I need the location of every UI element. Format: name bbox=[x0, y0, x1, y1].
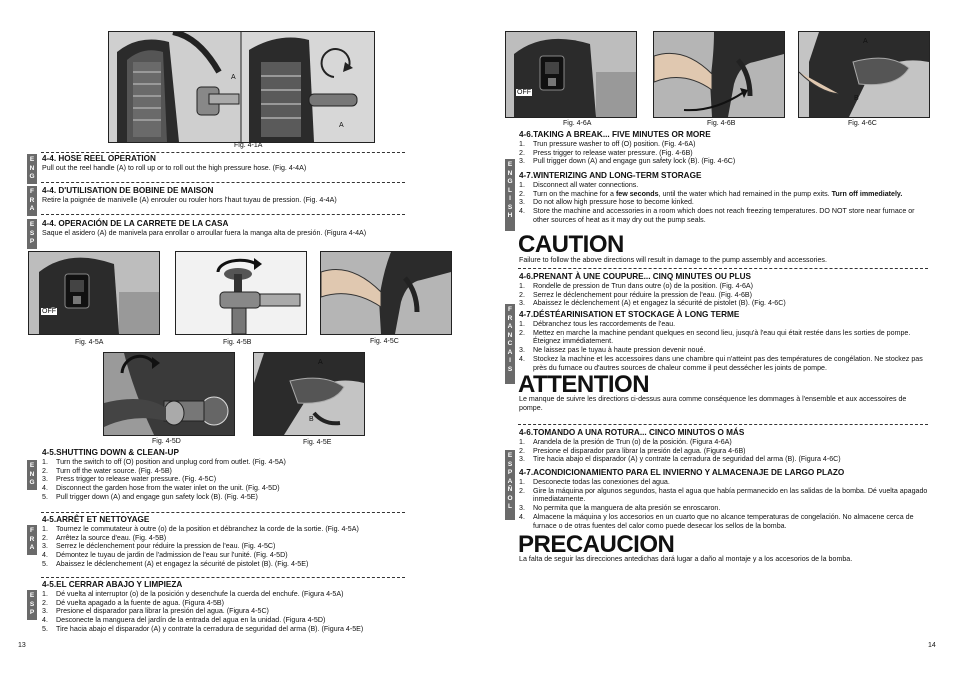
figure-caption: Fig. 4-5E bbox=[303, 439, 332, 446]
list-item: 2. Gire la máquina por algunos segundos, hasta el agua que había permanecido en las salidas de la bomba. Dé vuelta apagado inmediatamente. bbox=[519, 486, 928, 504]
section-heading: 4-7.WINTERIZING AND LONG-TERM STORAGE bbox=[519, 171, 702, 180]
list-item: 2. Mettez en marche la machine pendant quelques en second lieu, jusqu'à l'eau qui était restée dans les sorties de pompe. Éteignez immédiatement. bbox=[519, 328, 911, 346]
divider bbox=[41, 512, 405, 513]
list-item: 3. Pull trigger down (A) and engage gun safety lock (B). (Fig. 4-6C) bbox=[519, 157, 736, 166]
power-switch-illustration bbox=[506, 32, 636, 117]
list-item: 2. Press trigger to release water pressure. (Fig. 4-6B) bbox=[519, 148, 693, 157]
attention-heading: ATTENTION bbox=[518, 371, 650, 398]
list-item: 2. Dé vuelta apagado a la fuente de agua. (Figura 4-5B) bbox=[42, 598, 224, 607]
off-label: OFF bbox=[42, 308, 56, 315]
lang-tab-esp: E S P bbox=[27, 219, 37, 249]
list-item: 1. Trun pressure washer to off (O) position. (Fig. 4-6A) bbox=[519, 140, 696, 148]
section-heading: 4-7.ACONDICIONAMIENTO PARA EL INVIERNO Y ALMACENAJE DE LARGO PLAZO bbox=[519, 468, 845, 477]
list-item: 4. Disconnect the garden hose from the water inlet on the unit. (Fig. 4-5D) bbox=[42, 484, 280, 493]
list-item: 4. Almacene la máquina y los accesorios en un cuarto que no alcance temperaturas de congelación. No almacene cerca de furnace o de otras fuentes del calor como puede desecar los sellos de la bomba. bbox=[519, 512, 914, 530]
list-item: 2. Arrêtez la source d'eau. (Fig. 4-5B) bbox=[42, 533, 167, 542]
list-item: 4. Store the machine and accessories in a room which does not reach freezing temperatures. DO NOT store near furnace or other sources of heat as it may dry out the pump seals. bbox=[519, 207, 915, 224]
list-item: 2. Presione el disparador para librar la presión del agua. (Figura 4-6B) bbox=[519, 446, 746, 455]
list-item: 1. Disconnect all water connections. bbox=[519, 181, 639, 189]
list-item: 5. Tire hacia abajo el disparador (A) y contrate la cerradura de seguridad del arma (B). (Figura 4-5E) bbox=[42, 624, 364, 633]
section-body: Pull out the reel handle (A) to roll up or to roll out the high pressure hose. (Fig. 4-4A) bbox=[42, 164, 307, 172]
label-a: A bbox=[339, 122, 344, 129]
section-heading: 4-6.TOMANDO A UNA ROTURA... CINCO MINUTOS O MÁS bbox=[519, 428, 745, 437]
label-a: A bbox=[318, 359, 323, 366]
section-list bbox=[519, 478, 929, 530]
caution-heading: CAUTION bbox=[518, 231, 624, 258]
label-a: A bbox=[863, 38, 868, 45]
figure-caption: Fig. 4-6B bbox=[707, 120, 736, 127]
section-list bbox=[519, 140, 929, 166]
section-list bbox=[42, 458, 406, 502]
section-heading: 4-7.DÉSTÉARINISATION ET STOCKAGE À LONG TERME bbox=[519, 310, 740, 319]
list-item: 2. Turn on the machine for a few seconds, until the water which had remained in the pump exits. Turn off immediately. bbox=[519, 189, 903, 198]
lang-tab-francais: F R A N C A I S bbox=[505, 304, 515, 384]
list-item: 2. Serrez le déclenchement pour réduire la pression de l'eau. (Fig. 4-6B) bbox=[519, 290, 753, 299]
figure-4-6c bbox=[798, 31, 930, 118]
lang-tab-eng: E N G bbox=[27, 460, 37, 490]
lang-tab-fra: F R A bbox=[27, 525, 37, 555]
page-number-right: 14 bbox=[928, 642, 936, 649]
list-item: 5. Abaissez le déclenchement (A) et engagez la sécurité de pistolet (B). (Fig. 4-5E) bbox=[42, 559, 309, 568]
figure-caption: Fig. 4-5D bbox=[152, 438, 181, 445]
spray-gun-trigger-illustration bbox=[654, 32, 784, 117]
label-b: B bbox=[854, 95, 859, 102]
water-faucet-illustration bbox=[176, 252, 306, 334]
list-item: 3. No permita que la manguera de alta presión se enroscaron. bbox=[519, 504, 721, 513]
list-item: 4. Desconecte la manguera del jardín de la entrada del agua en la unidad. (Figura 4-5D) bbox=[42, 616, 326, 625]
section-list bbox=[42, 525, 406, 569]
label-a: A bbox=[231, 74, 236, 81]
figure-caption: Fig. 4-6C bbox=[848, 120, 877, 127]
figure-caption: Fig. 4-6A bbox=[563, 120, 592, 127]
power-switch-illustration bbox=[29, 252, 159, 334]
list-item: 1. Débranchez tous les raccordements de l'eau. bbox=[519, 320, 676, 328]
list-item: 3. Abaissez le déclenchement (A) et engagez la sécurité de pistolet (B). (Fig. 4-6C) bbox=[519, 299, 786, 308]
spray-gun-trigger-illustration bbox=[321, 252, 451, 334]
figure-4-6a bbox=[505, 31, 637, 118]
figure-4-1a bbox=[108, 31, 375, 143]
figure-4-5a bbox=[28, 251, 160, 335]
list-item: 1. Turn the switch to off (O) position and unplug cord from outlet. (Fig. 4-5A) bbox=[42, 458, 286, 466]
figure-caption: Fig. 4-1A bbox=[234, 142, 263, 149]
list-item: 3. Tire hacia abajo el disparador (A) y contrate la cerradura de seguridad del arma (B). (Figura 4-6C) bbox=[519, 455, 841, 464]
list-item: 3. Ne laissez pas le tuyau à haute pression devenir noué. bbox=[519, 346, 706, 355]
divider bbox=[41, 577, 405, 578]
list-item: 4. Stockez la machine et les accessoires dans une chambre qui n'atteint pas des températures de congélation. Ne stockez pas près du furnace ou d'autres sources de chaleur comme il peut dessécher les joints de pompe. bbox=[519, 354, 923, 372]
precaucion-text: La falta de seguir las direcciones antedichas dará lugar a daño al montaje y a los accesorios de la bomba. bbox=[519, 555, 853, 563]
list-item: 2. Turn off the water source. (Fig. 4-5B) bbox=[42, 466, 172, 475]
section-list bbox=[42, 590, 406, 634]
lang-tab-fra: F R A bbox=[27, 186, 37, 216]
precaucion-heading: PRECAUCION bbox=[518, 531, 675, 558]
figure-caption: Fig. 4-5C bbox=[370, 338, 399, 345]
garden-hose-disconnect-illustration bbox=[104, 353, 234, 435]
divider bbox=[41, 182, 405, 183]
figure-caption: Fig. 4-5B bbox=[223, 339, 252, 346]
figure-4-6b bbox=[653, 31, 785, 118]
section-heading: 4-4. HOSE REEL OPERATION bbox=[42, 154, 156, 163]
section-body: Saque el asidero (A) de manivela para enrollar o arroullar fuera la manga alta de presión. (Figura 4-4A) bbox=[42, 229, 367, 237]
list-item: 3. Serrez le déclenchement pour réduire la pression de l'eau. (Fig. 4-5C) bbox=[42, 542, 276, 551]
section-list bbox=[519, 320, 929, 372]
divider bbox=[41, 152, 405, 153]
section-heading: 4-6.TAKING A BREAK... FIVE MINUTES OR MORE bbox=[519, 130, 711, 139]
lang-tab-espanol: E S P A Ñ O L bbox=[505, 450, 515, 520]
divider bbox=[41, 214, 405, 215]
section-heading: 4-6.PRENANT À UNE COUPURE... CINQ MINUTES OU PLUS bbox=[519, 272, 752, 281]
section-list bbox=[519, 181, 929, 225]
list-item: 1. Arandela de la presión de Trun (o) de la posición. (Figura 4-6A) bbox=[519, 438, 732, 446]
section-list bbox=[519, 438, 929, 464]
divider bbox=[518, 268, 928, 269]
caution-text: Failure to follow the above directions will result in damage to the pump assembly and accessories. bbox=[519, 256, 827, 264]
section-list bbox=[519, 282, 929, 308]
section-heading: 4-5.ARRÊT ET NETTOYAGE bbox=[42, 515, 150, 524]
list-item: 1. Dé vuelta al interruptor (o) de la posición y desenchufe la cuerda del enchufe. (Figura 4-5A) bbox=[42, 590, 344, 598]
figure-4-5e bbox=[253, 352, 365, 436]
section-body: Retire la poignée de manivelle (A) enrouler ou rouler hors l'haut tuyau de pression. (Fig. 4-4A) bbox=[42, 196, 337, 204]
list-item: 1. Rondelle de pression de Trun dans outre (o) de la position. (Fig. 4-6A) bbox=[519, 282, 754, 290]
section-heading: 4-4. D'UTILISATION DE BOBINE DE MAISON bbox=[42, 186, 214, 195]
hose-reel-illustration bbox=[109, 32, 374, 142]
list-item: 3. Do not allow high pressure hose to become kinked. bbox=[519, 198, 694, 207]
list-item: 3. Presione el disparador para librar la presión del agua. (Figura 4-5C) bbox=[42, 607, 269, 616]
figure-4-5b bbox=[175, 251, 307, 335]
figure-4-5c bbox=[320, 251, 452, 335]
lang-tab-esp: E S P bbox=[27, 590, 37, 620]
figure-caption: Fig. 4-5A bbox=[75, 339, 104, 346]
off-label: OFF bbox=[517, 89, 531, 96]
list-item: 1. Tournez le commutateur à outre (o) de la position et débranchez la corde de la sortie. (Fig. 4-5A) bbox=[42, 525, 359, 533]
section-heading: 4-5.EL CERRAR ABAJO Y LIMPIEZA bbox=[42, 580, 183, 589]
attention-text: Le manque de suivre les directions ci-dessus aura comme conséquence les dommages à l'ensemble et aux accessoires de pompe. bbox=[519, 395, 907, 412]
list-item: 5. Pull trigger down (A) and engage gun safety lock (B). (Fig. 4-5E) bbox=[42, 492, 258, 501]
lang-tab-eng: E N G bbox=[27, 154, 37, 184]
lang-tab-english: E N G L I S H bbox=[505, 159, 515, 231]
section-heading: 4-4. OPERACIÓN DE LA CARRETE DE LA CASA bbox=[42, 219, 229, 228]
divider bbox=[518, 424, 928, 425]
figure-4-5d bbox=[103, 352, 235, 436]
section-heading: 4-5.SHUTTING DOWN & CLEAN-UP bbox=[42, 448, 179, 457]
page-number-left: 13 bbox=[18, 642, 26, 649]
list-item: 1. Desconecte todas las conexiones del agua. bbox=[519, 478, 670, 486]
list-item: 3. Press trigger to release water pressure. (Fig. 4-5C) bbox=[42, 475, 217, 484]
label-b: B bbox=[309, 416, 314, 423]
list-item: 4. Démontez le tuyau de jardin de l'admission de l'eau sur l'unité. (Fig. 4-5D) bbox=[42, 551, 288, 560]
